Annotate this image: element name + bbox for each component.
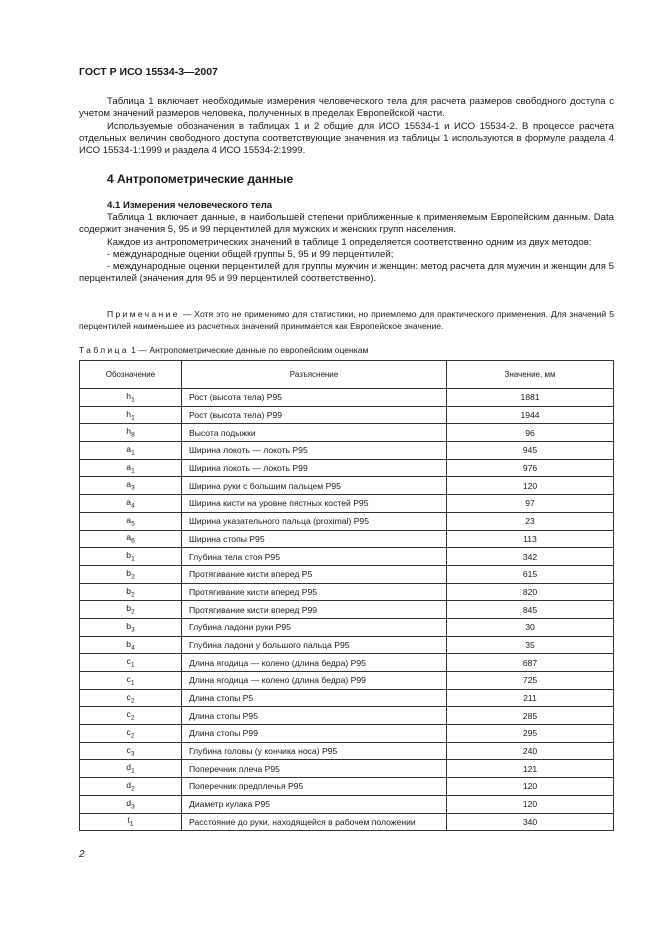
table-row	[80, 742, 614, 760]
row-value: 1881	[447, 389, 614, 407]
row-description: Глубина ладони у большого пальца Р95	[182, 636, 447, 654]
row-value: 687	[447, 654, 614, 672]
row-value: 976	[447, 459, 614, 477]
row-value: 30	[447, 618, 614, 636]
table-header-row	[80, 361, 614, 389]
row-symbol: $h_8$	[80, 424, 182, 442]
row-description: Длина ягодица — колено (длина бедра) Р95	[182, 654, 447, 672]
row-description: Поперечник плеча Р95	[182, 760, 447, 778]
table-row	[80, 672, 614, 690]
table-row	[80, 512, 614, 530]
table-row	[80, 406, 614, 424]
row-description: Длина стопы Р5	[182, 689, 447, 707]
table-row	[80, 495, 614, 513]
method-item-2: - международные оценки перцентилей для группы мужчин и женщин: метод расчета для мужчин и женщин для 5 перцентилей (значения для 95 и 99 перцентилей соответственно).	[79, 261, 614, 285]
table-row	[80, 813, 614, 831]
table-row	[80, 459, 614, 477]
row-value: 820	[447, 583, 614, 601]
row-symbol: $a_1$	[80, 459, 182, 477]
note-block	[79, 308, 614, 332]
row-description: Протягивание кисти вперед Р95	[182, 583, 447, 601]
row-value: 120	[447, 477, 614, 495]
row-symbol: $b_2$	[80, 565, 182, 583]
row-description: Глубина тела стоя Р95	[182, 548, 447, 566]
row-description: Ширина локоть — локоть Р95	[182, 442, 447, 460]
row-symbol: $b_2$	[80, 601, 182, 619]
table-row	[80, 654, 614, 672]
table-row	[80, 707, 614, 725]
row-symbol: $c_2$	[80, 707, 182, 725]
row-value: 342	[447, 548, 614, 566]
table-row	[80, 530, 614, 548]
row-description: Поперечник предплечья Р95	[182, 778, 447, 796]
subsection-title: 4.1 Измерения человеческого тела	[107, 200, 273, 211]
row-value: 96	[447, 424, 614, 442]
table-row	[80, 636, 614, 654]
row-symbol: $h_1$	[80, 406, 182, 424]
row-symbol: $b_3$	[80, 618, 182, 636]
row-symbol: $d_2$	[80, 778, 182, 796]
row-description: Ширина указательного пальца (proximal) Р95	[182, 512, 447, 530]
intro-paragraph-2: Используемые обозначения в таблицах 1 и 2 общие для ИСО 15534-1 и ИСО 15534-2. В процессе расчета отдельных величин свободного доступа соответствующие значения из таблицы 1 используются в формуле раздела 4 ИСО 15534-1:1999 и раздела 4 ИСО 15534-2:1999.	[79, 120, 614, 157]
row-symbol: $c_1$	[80, 654, 182, 672]
row-description: Ширина стопы Р95	[182, 530, 447, 548]
row-value: 211	[447, 689, 614, 707]
row-description: Протягивание кисти вперед Р99	[182, 601, 447, 619]
row-description: Длина стопы Р99	[182, 725, 447, 743]
row-description: Длина ягодица — колено (длина бедра) Р99	[182, 672, 447, 690]
document-header: ГОСТ Р ИСО 15534-3—2007	[79, 66, 218, 78]
row-value: 725	[447, 672, 614, 690]
row-value: 845	[447, 601, 614, 619]
page-number: 2	[79, 849, 85, 860]
row-symbol: $c_1$	[80, 672, 182, 690]
section-title: 4 Антропометрические данные	[107, 172, 294, 186]
row-description: Рост (высота тела) Р95	[182, 389, 447, 407]
table-caption-label: Таблица	[79, 345, 129, 355]
table-row	[80, 389, 614, 407]
table-row	[80, 778, 614, 796]
row-description: Высота подыжки	[182, 424, 447, 442]
row-symbol: $a_1$	[80, 442, 182, 460]
row-symbol: $d_1$	[80, 760, 182, 778]
header-description: Разъяснение	[182, 361, 447, 389]
row-symbol: $d_3$	[80, 795, 182, 813]
intro-text	[79, 96, 614, 157]
header-value: Значение, мм	[447, 361, 614, 389]
row-value: 120	[447, 778, 614, 796]
row-value: 1944	[447, 406, 614, 424]
table-row	[80, 565, 614, 583]
row-symbol: $a_4$	[80, 495, 182, 513]
table-row	[80, 725, 614, 743]
intro-paragraph-1: Таблица 1 включает необходимые измерения человеческого тела для расчета размеров свободного доступа с учетом значений размеров человека, полученных в пределах Европейской части.	[79, 96, 614, 120]
row-symbol: $b_1$	[80, 548, 182, 566]
row-value: 113	[447, 530, 614, 548]
row-symbol: $c_3$	[80, 742, 182, 760]
row-symbol: $c_2$	[80, 689, 182, 707]
table-row	[80, 424, 614, 442]
row-description: Расстояние до руки, находящейся в рабочем положении	[182, 813, 447, 831]
table-row	[80, 795, 614, 813]
row-description: Глубина головы (у кончика носа) Р95	[182, 742, 447, 760]
table-row	[80, 477, 614, 495]
row-value: 945	[447, 442, 614, 460]
row-value: 121	[447, 760, 614, 778]
row-description: Диаметр кулака Р95	[182, 795, 447, 813]
section-paragraph-1: Таблица 1 включает данные, в наибольшей степени приближенные к применяемым Европейским данным. Data содержит значения 5, 95 и 99 перцентилей для мужских и женских групп населения.	[79, 212, 614, 236]
row-value: 120	[447, 795, 614, 813]
row-symbol: $t_1$	[80, 813, 182, 831]
anthropometric-table	[79, 360, 614, 831]
row-symbol: $a_6$	[80, 530, 182, 548]
row-description: Протягивание кисти вперед Р5	[182, 565, 447, 583]
header-symbol: Обозначение	[80, 361, 182, 389]
note-label: Примечание	[107, 309, 180, 319]
row-description: Длина стопы Р95	[182, 707, 447, 725]
row-value: 35	[447, 636, 614, 654]
row-value: 295	[447, 725, 614, 743]
table-row	[80, 618, 614, 636]
row-value: 23	[447, 512, 614, 530]
row-value: 615	[447, 565, 614, 583]
row-value: 240	[447, 742, 614, 760]
table-caption	[79, 345, 368, 355]
row-description: Рост (высота тела) Р99	[182, 406, 447, 424]
method-item-1: - международные оценки общей группы 5, 95 и 99 перцентилей;	[107, 248, 394, 260]
row-symbol: $h_1$	[80, 389, 182, 407]
row-symbol: $c_2$	[80, 725, 182, 743]
table-row	[80, 442, 614, 460]
section-paragraph-2: Каждое из антропометрических значений в таблице 1 определяется соответственно одним из двух методов:	[107, 236, 592, 248]
row-description: Ширина локоть — локоть Р99	[182, 459, 447, 477]
row-description: Глубина ладони руки Р95	[182, 618, 447, 636]
table-caption-text: 1 — Антропометрические данные по европейским оценкам	[128, 345, 369, 355]
row-description: Ширина кисти на уровне пястных костей Р95	[182, 495, 447, 513]
row-symbol: $a_3$	[80, 477, 182, 495]
row-value: 340	[447, 813, 614, 831]
note-text: — Хотя это не применимо для статистики, но приемлемо для практического применения. Для значений 5 перцентилей наименьшее из расчетных значений принимается как Европейское значение.	[79, 309, 614, 331]
row-symbol: $b_4$	[80, 636, 182, 654]
section-text	[79, 212, 614, 286]
table-row	[80, 583, 614, 601]
row-value: 97	[447, 495, 614, 513]
row-symbol: $b_2$	[80, 583, 182, 601]
table-row	[80, 548, 614, 566]
table-row	[80, 601, 614, 619]
table-row	[80, 760, 614, 778]
row-symbol: $a_5$	[80, 512, 182, 530]
row-value: 285	[447, 707, 614, 725]
table-row	[80, 689, 614, 707]
row-description: Ширина руки с большим пальцем Р95	[182, 477, 447, 495]
